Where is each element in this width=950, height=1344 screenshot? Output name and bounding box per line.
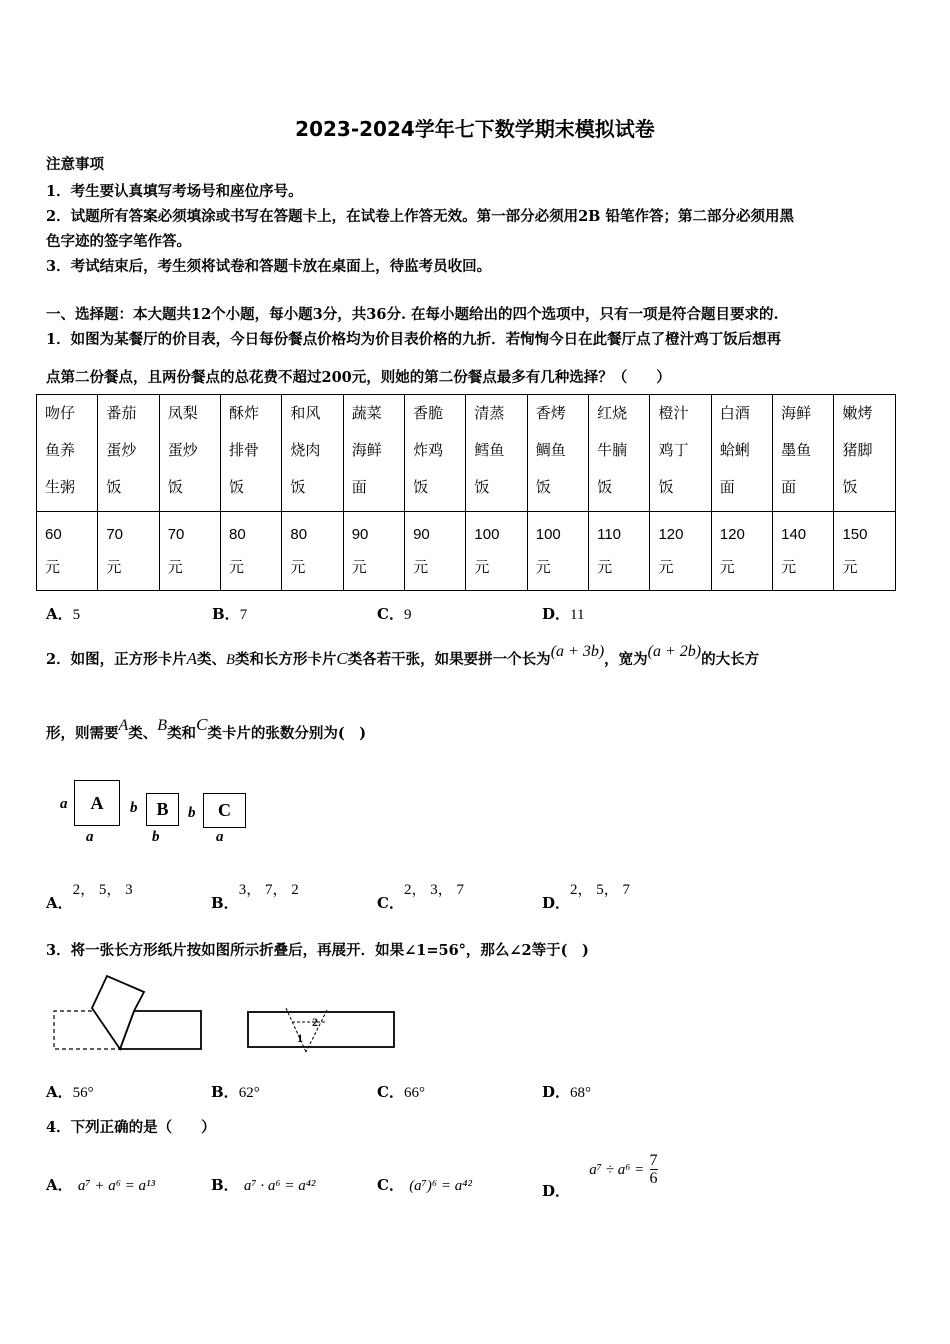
q2-option-a[interactable]: A．2， 5， 3 bbox=[46, 882, 133, 912]
menu-item-price: 70 元 bbox=[159, 512, 220, 591]
menu-item-price: 90 元 bbox=[343, 512, 404, 591]
notice-heading: 注意事项 bbox=[46, 156, 104, 173]
menu-item-name: 嫩烤 猪脚 饭 bbox=[834, 395, 896, 512]
side-label: a bbox=[216, 829, 224, 845]
menu-item-price: 100 元 bbox=[466, 512, 527, 591]
q4-option-a[interactable]: A． a⁷ + a⁶ = a¹³ bbox=[46, 1176, 156, 1194]
notice-item: 3．考试结束后，考生须将试卷和答题卡放在桌面上，待监考员收回。 bbox=[46, 258, 492, 275]
menu-item-price: 150 元 bbox=[834, 512, 896, 591]
menu-item-name: 清蒸 鳕鱼 饭 bbox=[466, 395, 527, 512]
side-label: a bbox=[60, 796, 68, 812]
q4-text: 4．下列正确的是（ ） bbox=[46, 1119, 216, 1136]
q4-option-c[interactable]: C． (a⁷)⁶ = a⁴² bbox=[377, 1176, 472, 1194]
folded-flap bbox=[92, 976, 144, 1049]
q2-text-line1: 2．如图，正方形卡片A类、B类和长方形卡片C类各若干张，如果要拼一个长为(a + 3b)，宽为(a + 2b)的大长方 bbox=[46, 643, 760, 668]
menu-item-name: 香脆 炸鸡 饭 bbox=[405, 395, 466, 512]
menu-item-price: 120 元 bbox=[650, 512, 711, 591]
q1-text-line1: 1．如图为某餐厅的价目表，今日每份餐点价格均为价目表价格的九折．若恂恂今日在此餐厅点了橙汁鸡丁饭后想再 bbox=[46, 331, 782, 348]
page-title: 2023-2024学年七下数学期末模拟试卷 bbox=[295, 117, 655, 141]
menu-item-name: 和风 烧肉 饭 bbox=[282, 395, 343, 512]
menu-item-price: 60 元 bbox=[37, 512, 98, 591]
q2-option-c[interactable]: C．2， 3， 7 bbox=[377, 882, 464, 912]
menu-item-price: 80 元 bbox=[282, 512, 343, 591]
menu-item-name: 橙汁 鸡丁 饭 bbox=[650, 395, 711, 512]
menu-item-name: 番茄 蛋炒 饭 bbox=[98, 395, 159, 512]
angle-1-label: 1 bbox=[297, 1031, 303, 1045]
menu-item-name: 海鲜 墨鱼 面 bbox=[773, 395, 834, 512]
notice-item: 色字迹的签字笔作答。 bbox=[46, 233, 191, 250]
menu-item-price: 70 元 bbox=[98, 512, 159, 591]
card-a: A bbox=[74, 780, 120, 826]
q1-option-d[interactable]: D．11 bbox=[542, 605, 585, 623]
q3-text: 3．将一张长方形纸片按如图所示折叠后，再展开．如果∠1=56°，那么∠2等于( ) bbox=[46, 942, 589, 959]
notice-item: 1．考生要认真填写考场号和座位序号。 bbox=[46, 183, 303, 200]
q1-option-c[interactable]: C．9 bbox=[377, 605, 412, 623]
card-b: B bbox=[146, 793, 179, 826]
menu-item-name: 红烧 牛腩 饭 bbox=[589, 395, 650, 512]
q4-option-b[interactable]: B． a⁷ · a⁶ = a⁴² bbox=[211, 1176, 316, 1194]
q3-option-b[interactable]: B．62° bbox=[211, 1083, 260, 1101]
menu-item-name: 凤梨 蛋炒 饭 bbox=[159, 395, 220, 512]
q1-option-a[interactable]: A．5 bbox=[46, 605, 81, 623]
unfolded-rectangle bbox=[248, 1012, 394, 1047]
side-label: b bbox=[152, 829, 160, 845]
q1-option-b[interactable]: B．7 bbox=[212, 605, 248, 623]
angle-2-label: 2 bbox=[312, 1015, 318, 1029]
menu-item-name: 蔬菜 海鲜 面 bbox=[343, 395, 404, 512]
fold-figure bbox=[50, 970, 410, 1060]
menu-item-name: 酥炸 排骨 饭 bbox=[221, 395, 282, 512]
menu-item-name: 白酒 蛤蜊 面 bbox=[711, 395, 772, 512]
menu-item-name: 吻仔 鱼养 生粥 bbox=[37, 395, 98, 512]
q3-option-d[interactable]: D．68° bbox=[542, 1083, 592, 1101]
menu-item-price: 140 元 bbox=[773, 512, 834, 591]
side-label: b bbox=[188, 805, 196, 821]
side-label: b bbox=[130, 800, 138, 816]
section-heading: 一、选择题：本大题共12个小题，每小题3分，共36分. 在每小题给出的四个选项中，只有一项是符合题目要求的. bbox=[46, 306, 779, 323]
q4-option-d[interactable]: D． a⁷ ÷ a⁶ = $\frac{7}{6}$ bbox=[542, 1152, 658, 1200]
menu-item-name: 香烤 鲷鱼 饭 bbox=[527, 395, 588, 512]
menu-item-price: 100 元 bbox=[527, 512, 588, 591]
menu-item-price: 80 元 bbox=[221, 512, 282, 591]
q3-option-c[interactable]: C．66° bbox=[377, 1083, 425, 1101]
q3-option-a[interactable]: A．56° bbox=[46, 1083, 94, 1101]
q2-option-d[interactable]: D．2， 5， 7 bbox=[542, 882, 631, 912]
side-label: a bbox=[86, 829, 94, 845]
q1-text-line2: 点第二份餐点，且两份餐点的总花费不超过200元，则她的第二份餐点最多有几种选择？（ ） bbox=[46, 369, 671, 386]
menu-item-price: 110 元 bbox=[589, 512, 650, 591]
q2-option-b[interactable]: B．3， 7， 2 bbox=[211, 882, 299, 912]
q2-text-line2: 形，则需要A类、B类和C类卡片的张数分别为( ) bbox=[46, 715, 367, 742]
menu-item-price: 120 元 bbox=[711, 512, 772, 591]
price-table bbox=[36, 394, 896, 591]
fraction-7-6: $\frac{7}{6}$ bbox=[649, 1152, 658, 1187]
menu-item-price: 90 元 bbox=[405, 512, 466, 591]
crease-line bbox=[286, 1008, 306, 1052]
notice-item: 2．试题所有答案必须填涂或书写在答题卡上，在试卷上作答无效。第一部分必须用2B 铅笔作答；第二部分必须用黑 bbox=[46, 208, 794, 225]
card-c: C bbox=[203, 793, 246, 828]
